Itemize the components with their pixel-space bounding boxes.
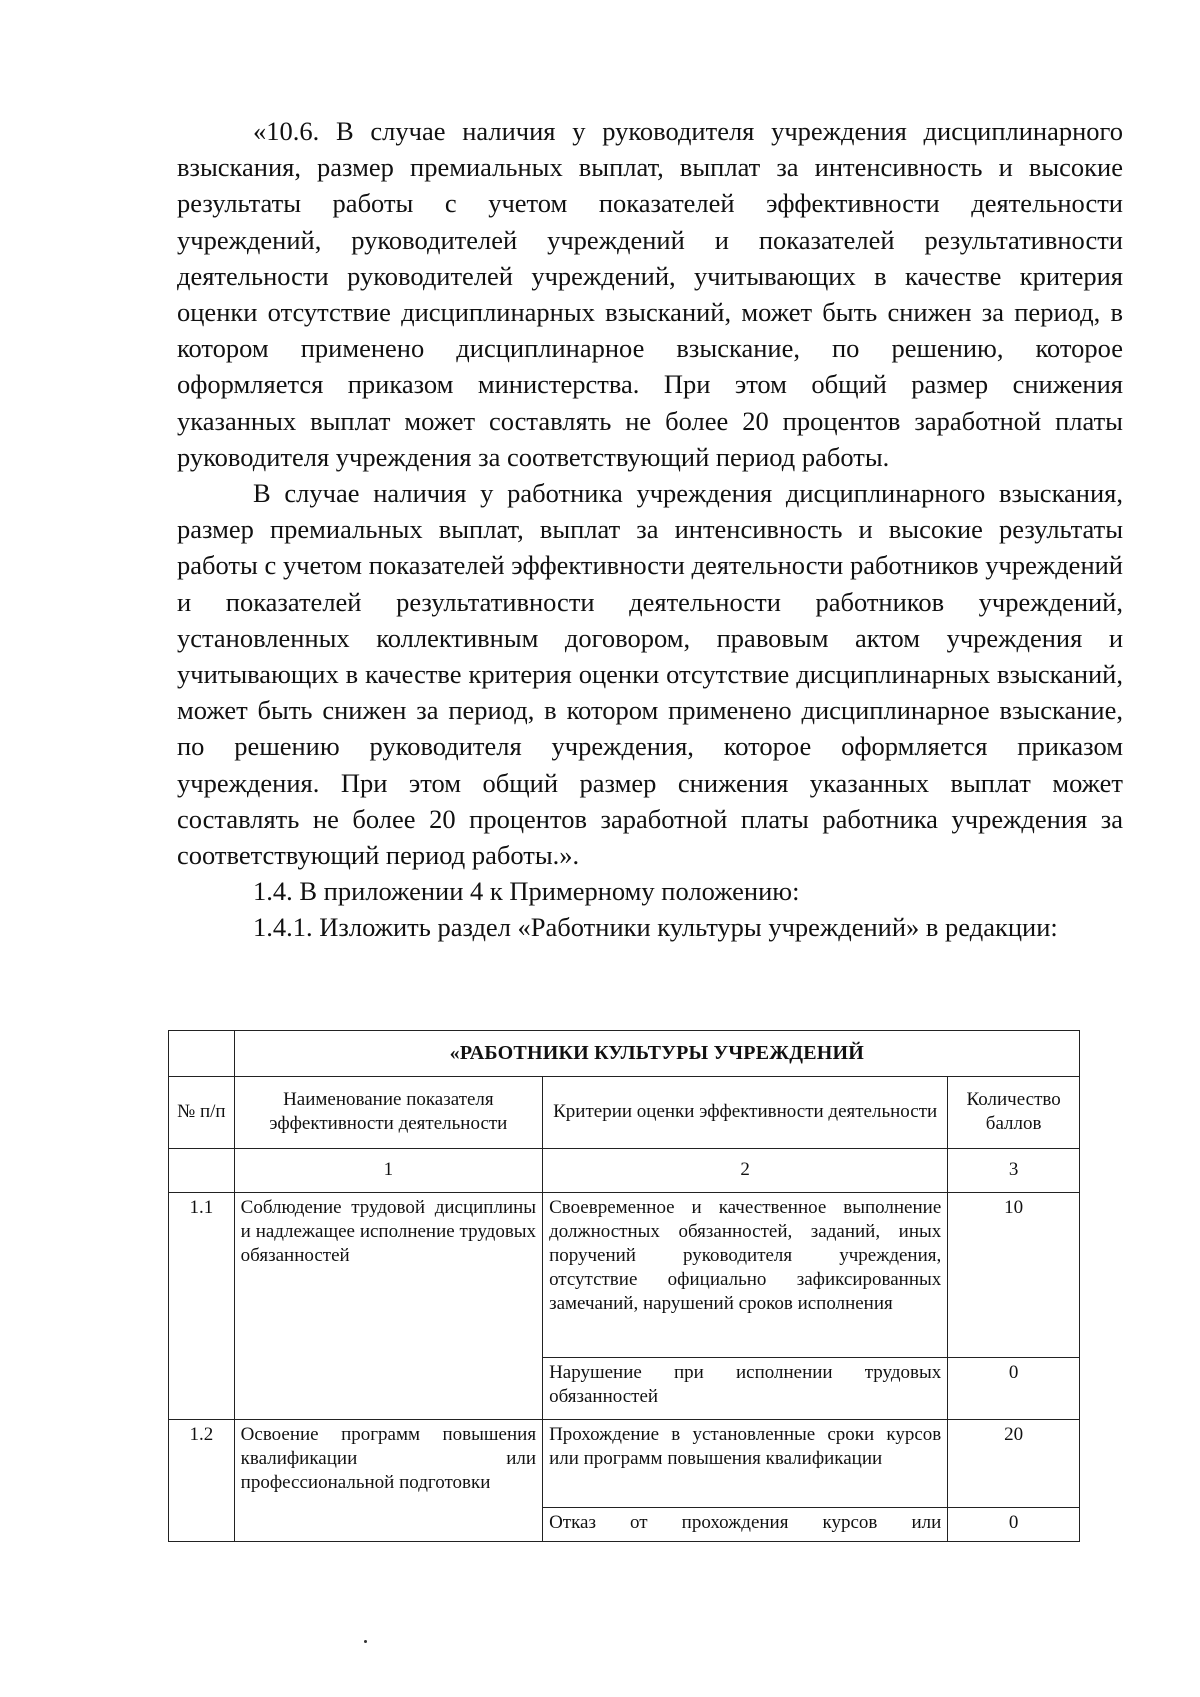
row-indicator-name-text: Соблюдение трудовой дисциплины и надлежащее исполнение трудовых обязанностей [240,1197,537,1266]
row-num: 1.2 [169,1420,235,1542]
header-name: Наименование показателя эффективности деятельности [234,1077,542,1149]
index-criteria: 2 [543,1149,948,1193]
index-score: 3 [948,1149,1080,1193]
table-index-row [169,1149,1080,1193]
header-score: Количество баллов [948,1077,1080,1149]
paragraph-employee-penalty: В случае наличия у работника учреждения дисциплинарного взыскания, размер премиальных выплат, выплат за интенсивность и высокие результаты работы с учетом показателей эффективности деятельности работников учреждений и показателей результативности деятельности работников учреждений, установленных коллективным договором, правовым актом учреждения и учитывающих в качестве критерия оценки отсутствие дисциплинарных взысканий, может быть снижен за период, в котором применено дисциплинарное взыскание, по решению руководителя учреждения, которое оформляется приказом учреждения. При этом общий размер снижения указанных выплат может составлять не более 20 процентов заработной платы работника учреждения за соответствующий период работы.». [177,478,1123,871]
table-title: «РАБОТНИКИ КУЛЬТУРЫ УЧРЕЖДЕНИЙ [234,1031,1079,1077]
body-text [177,113,1123,946]
paragraph-10-6: «10.6. В случае наличия у руководителя учреждения дисциплинарного взыскания, размер премиальных выплат, выплат за интенсивность и высокие результаты работы с учетом показателей эффективности деятельности учреждений, руководителей учреждений и показателей результативности деятельности руководителей учреждений, учитывающих в качестве критерия оценки отсутствие дисциплинарных взысканий, может быть снижен за период, в котором применено дисциплинарное взыскание, по решению, которое оформляется приказом министерства. При этом общий размер снижения указанных выплат может составлять не более 20 процентов заработной платы руководителя учреждения за соответствующий период работы. [177,116,1123,472]
row-score: 0 [948,1508,1080,1542]
scan-speck [364,1640,367,1643]
table-title-row [169,1031,1080,1077]
row-criteria: Своевременное и качественное выполнение должностных обязанностей, заданий, иных поручений руководителя учреждения, отсутствие официально зафиксированных замечаний, нарушений сроков исполнения [543,1193,948,1358]
table-row [169,1193,1080,1358]
paragraph-1-4-1: 1.4.1. Изложить раздел «Работники культуры учреждений» в редакции: [253,912,1058,943]
row-criteria: Прохождение в установленные сроки курсов или программ повышения квалификации [543,1420,948,1508]
row-score: 0 [948,1358,1080,1420]
paragraph-1-4: 1.4. В приложении 4 к Примерному положению: [253,876,800,907]
table-row [169,1420,1080,1508]
index-name: 1 [234,1149,542,1193]
table-header-row [169,1077,1080,1149]
row-indicator-name: Освоение программ повышения квалификации или профессиональной подготовки [234,1420,542,1542]
row-score: 10 [948,1193,1080,1358]
index-empty-cell [169,1149,235,1193]
header-criteria: Критерии оценки эффективности деятельности [543,1077,948,1149]
row-criteria: Отказ от прохождения курсов или [543,1508,948,1542]
kpi-table [168,1030,1080,1542]
header-num: № п/п [169,1077,235,1149]
table-title-empty-cell [169,1031,235,1077]
row-criteria: Нарушение при исполнении трудовых обязанностей [543,1358,948,1420]
row-indicator-name [234,1193,542,1420]
row-num: 1.1 [169,1193,235,1420]
row-score: 20 [948,1420,1080,1508]
